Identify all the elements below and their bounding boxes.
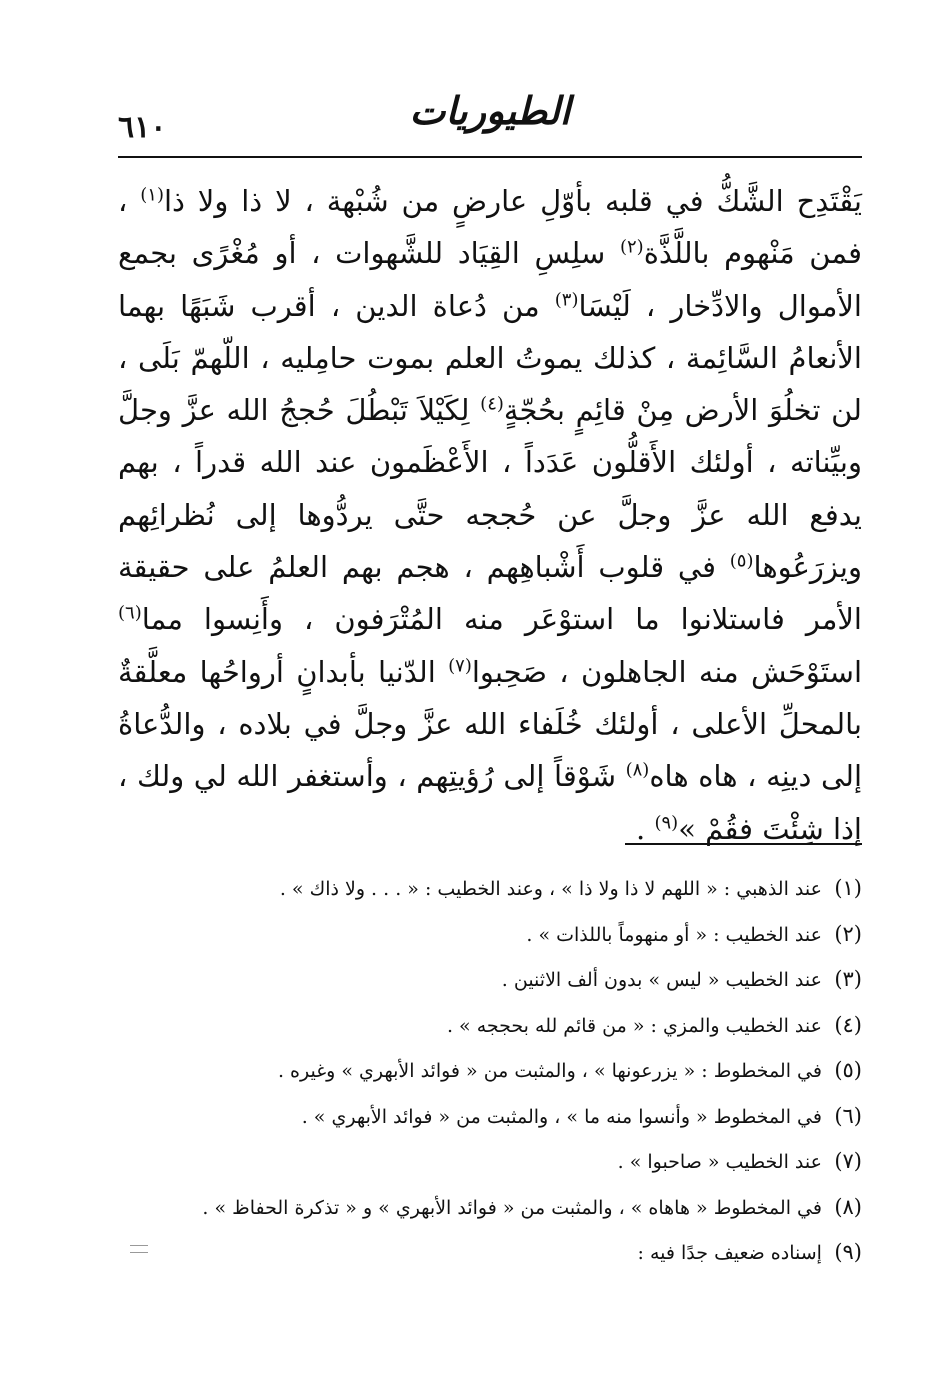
footnote-number: (٣) (834, 967, 862, 991)
footnote-text: عند الذهبي : « اللهم لا ذا ولا ذا » ، وعند الخطيب : « . . . ولا ذاك » . (279, 878, 822, 900)
footnote-text: عند الخطيب « ليس » بدون ألف الاثنين . (501, 969, 822, 991)
text-segment: ، فمن مَنْهوم باللَّذَّة (118, 184, 862, 271)
footnote-text: في المخطوط : « يزرعونها » ، والمثبت من « فوائد الأبهري » وغيره . (277, 1060, 822, 1082)
text-segment: لِكَيْلاَ تَبْطُلَ حُججُ الله عزَّ وجلَّ وبيِّناته ، أولئك الأَقلُّون عَدَداً ، الأَعْظَمون عند الله قدراً ، بهم يدفع الله عزَّ وجلَّ عن حُججه حتَّى يردُّوها إلى نُظرائِهم ويزرَعُوها (118, 393, 862, 585)
footnote (118, 1050, 862, 1096)
footnote-reference: (٣) (554, 288, 579, 310)
footnote-text: عند الخطيب : « أو منهوماً باللذات » . (526, 923, 822, 946)
footnote (118, 1141, 862, 1187)
footnote-number: (٢) (834, 921, 862, 946)
text-segment: في قلوب أَشْباهِهم ، هجم بهم العلمُ على حقيقة الأمر فاستلانوا ما استوْعَر منه المُتْرَفون ، وأَنِسوا مما (118, 550, 862, 637)
footnote-reference: (٦) (118, 602, 142, 624)
footnote-reference: (٢) (619, 236, 644, 258)
footnote (118, 1232, 862, 1278)
text-segment: سلِسِ القِيَاد للشَّهوات ، أو مُغْرًى بجمع الأموال والادِّخار ، لَيْسَا (118, 236, 862, 323)
footnote-number: (٤) (834, 1012, 862, 1037)
footnote-reference: (٥) (729, 550, 754, 572)
footnote-text: في المخطوط « وأنسوا منه ما » ، والمثبت من « فوائد الأبهري » . (301, 1105, 822, 1128)
text-segment: شَوْقاً إلى رُؤيتِهم ، وأستغفر الله لي ولك ، إذا شِئْتَ فقُمْ » (118, 759, 862, 846)
footnote (118, 868, 862, 914)
footnote-number: (٨) (834, 1194, 862, 1219)
footnote-reference: (٧) (448, 655, 472, 677)
footnote-reference: (٩) (654, 811, 679, 833)
margin-mark (130, 1245, 148, 1253)
text-segment: يَقْتَدِح الشَّكُّ في قلبه بأوّلِ عارضٍ من شُبْهة ، لا ذا ولا ذا (163, 184, 862, 218)
main-text (118, 175, 862, 855)
header-rule (118, 156, 862, 158)
text-segment: استَوْحَش منه الجاهلون ، صَحِبوا (471, 654, 862, 689)
footnote (118, 1005, 862, 1051)
footnote-number: (٥) (834, 1058, 862, 1082)
footnote-reference: (٤) (480, 393, 504, 415)
running-title: الطيوريات (409, 88, 571, 133)
page-header (118, 88, 862, 158)
text-segment: . (636, 811, 655, 846)
main-paragraph (118, 175, 862, 855)
footnote-reference: (٨) (625, 759, 650, 781)
footnote-separator (625, 843, 862, 845)
footnote-text: عند الخطيب والمزي : « من قائم لله بحججه » . (446, 1014, 822, 1037)
footnote-reference: (١) (140, 184, 164, 206)
footnote (118, 914, 862, 960)
footnotes (118, 868, 862, 1278)
footnote (118, 1096, 862, 1142)
footnote-text: إسناده ضعيف جدًا فيه : (637, 1242, 822, 1264)
text-segment: من دُعاة الدين ، أقرب شَبَهًا بهما الأنعامُ السَّائِمة ، كذلك يموتُ العلم بموت حامِليه ، اللّهمّ بَلَى ، لن تخلُوَ الأرض مِنْ قائِمٍ بحُجّةٍ (118, 288, 862, 428)
text-segment: الدّنيا بأبدانٍ أرواحُها معلَّقةٌ بالمحلِّ الأعلى ، أولئك خُلَفاء الله عزَّ وجلَّ في بلاده ، والدُّعاةُ إلى دينِه ، هاه هاه (118, 654, 863, 794)
footnote-number: (٧) (834, 1149, 862, 1173)
footnote (118, 959, 862, 1005)
footnote-text: عند الخطيب « صاحبوا » . (617, 1151, 822, 1173)
footnote-number: (٦) (834, 1103, 862, 1128)
footnote-text: في المخطوط « هاهاه » ، والمثبت من « فوائد الأبهري » و « تذكرة الحفاظ » . (202, 1196, 822, 1219)
footnote-number: (٩) (834, 1240, 862, 1264)
page-number: ٦١٠ (118, 110, 167, 145)
footnote (118, 1187, 862, 1233)
footnote-number: (١) (834, 876, 862, 900)
